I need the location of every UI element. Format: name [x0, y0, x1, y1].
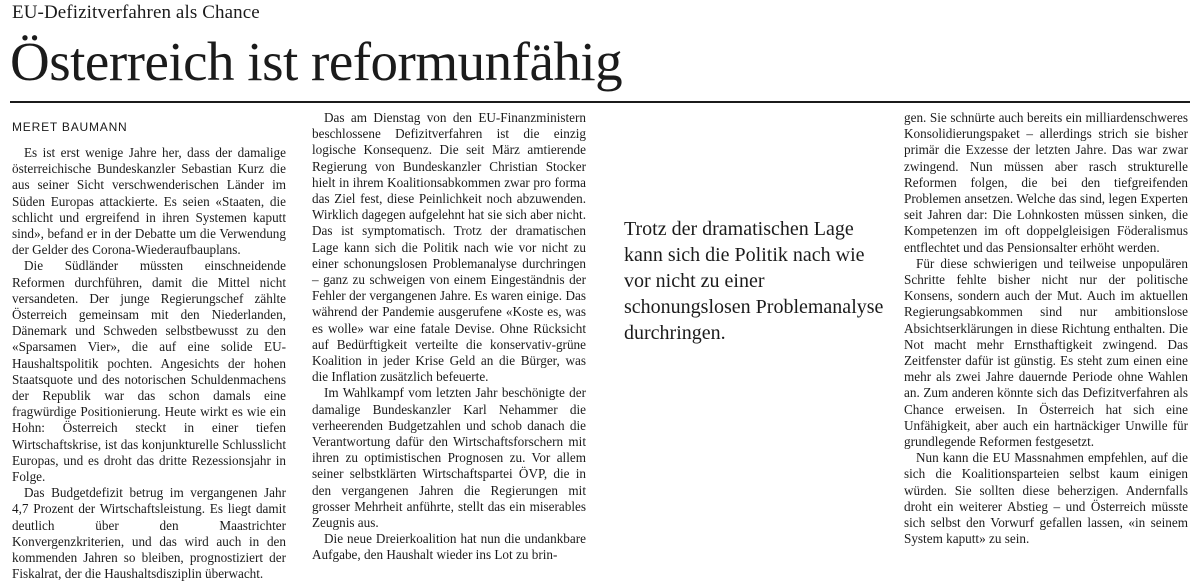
paragraph: Die neue Dreierkoalition hat nun die undankbare Aufgabe, den Haushalt wieder ins Lot zu brin-: [312, 531, 586, 563]
text-column-1: [12, 145, 286, 582]
paragraph: Nun kann die EU Massnahmen empfehlen, auf die sich die Koalitionsparteien selbst kaum einigen würden. Sie sollten diese beherzigen. Andernfalls droht ein weiterer Abstieg – und Österreich müsste sich selbst den Vorwurf gefallen lassen, «in seinem System kaputt» zu sein.: [904, 450, 1188, 547]
author-byline: MERET BAUMANN: [12, 120, 128, 134]
paragraph: Für diese schwierigen und teilweise unpopulären Schritte fehlte bisher nicht nur der politische Konsens, sondern auch der Mut. Auch im aktuellen Regierungsabkommen sind nur ambitionslose Absichtserklärungen in diese Richtung enthalten. Die Not macht mehr Ernsthaftigkeit zwingend. Das Zeitfenster dafür ist günstig. Es steht zum einen eine mehr als zwei Jahre dauernde Periode ohne Wahlen an. Zum anderen könnte sich das Defizitverfahren als Chance erweisen. In Österreich hat sich eine Unfähigkeit, aber auch ein hartnäckiger Unwille für grundlegende Reformen festgesetzt.: [904, 255, 1188, 450]
pull-quote: Trotz der dramatischen Lage kann sich die Politik nach wie vor nicht zu einer schonungslosen Problemanalyse durchringen.: [624, 218, 884, 344]
paragraph: Das Budgetdefizit betrug im vergangenen Jahr 4,7 Prozent der Wirtschaftsleistung. Es liegt damit deutlich über den Maastrichter Konvergenzkriterien, und das wird auch in den kommenden Jahren so bleiben, prognostiziert der Fiskalrat, der die Haushaltsdisziplin überwacht.: [12, 485, 286, 582]
paragraph: Es ist erst wenige Jahre her, dass der damalige österreichische Bundeskanzler Sebastian Kurz die aus seiner Sicht verschwenderischen Länder im Süden Europas attackierte. Es seien «Staaten, die schlicht und ergreifend in ihren Systemen kaputt sind», befand er in der Debatte um die Verwendung der Gelder des Corona-Wiederaufbauplans.: [12, 145, 286, 258]
paragraph: Im Wahlkampf vom letzten Jahr beschönigte der damalige Bundeskanzler Karl Nehammer die verheerenden Budgetzahlen und schob danach die Verantwortung dafür den Wirtschaftsforschern mit ihren zu optimistischen Prognosen zu. Vor allem seiner selbstklärten Wirtschaftspartei ÖVP, die in den vergangenen Jahren die Regierungen mit grosser Mehrheit anführte, stellt das ein miserables Zeugnis aus.: [312, 385, 586, 531]
paragraph: Die Südländer müssten einschneidende Reformen durchführen, damit die Mittel nicht versandeten. Der junge Regierungschef zählte Österreich gemeinsam mit den Niederlanden, Dänemark und Schweden selbstbewusst zu den «Sparsamen Vier», die auf eine solide EU-Haushaltspolitik pochten. Angesichts der hohen Staatsquote und des notorischen Schuldenmachens der Republik war das schon damals eine fragwürdige Positionierung. Heute wirkt es wie ein Hohn: Österreich steckt in einer tiefen Wirtschaftskrise, ist das konjunkturelle Schlusslicht Europas, und es droht das dritte Rezessionsjahr in Folge.: [12, 258, 286, 485]
paragraph: gen. Sie schnürte auch bereits ein milliardenschweres Konsolidierungspaket – allerdings strich sie bisher primär die Exzesse der letzten Jahre. Das war zwar zwingend. Nun müssen aber rasch strukturelle Reformen folgen, die bei den tiefgreifenden Problemen ansetzen. Welche das sind, legen Experten seit Jahren dar: Die Lohnkosten müssen sinken, die Kompetenzen im oft doppelgleisigen Föderalismus entflechtet und das Pensionsalter erhöht werden.: [904, 110, 1188, 255]
headline-divider: [10, 101, 1190, 103]
article-headline: Österreich ist reformunfähig: [10, 31, 623, 92]
paragraph: Das am Dienstag von den EU-Finanzministern beschlossene Defizitverfahren ist die einzig logische Konsequenz. Die seit März amtierende Regierung von Bundeskanzler Christian Stocker hielt in ihrem Koalitionsabkommen zwar pro forma das Ziel fest, diese Peinlichkeit noch abzuwenden. Wirklich dagegen aufgelehnt hat sie sich aber nicht. Das ist symptomatisch. Trotz der dramatischen Lage kann sich die Politik nach wie vor nicht zu einer schonungslosen Problemanalyse durchringen – ganz zu schweigen von einem Eingeständnis der Fehler der vergangenen Jahre. Es waren einige. Das während der Pandemie ausgerufene «Koste es, was es wolle» war eine fatale Devise. Ohne Rücksicht auf Bedürftigkeit verteilte die konservativ-grüne Koalition in jeder Krise Geld an die Bürger, was die Inflation zusätzlich befeuerte.: [312, 110, 586, 385]
text-column-2: [312, 110, 586, 564]
article-kicker: EU-Defizitverfahren als Chance: [12, 2, 260, 23]
text-column-3: [904, 110, 1188, 547]
